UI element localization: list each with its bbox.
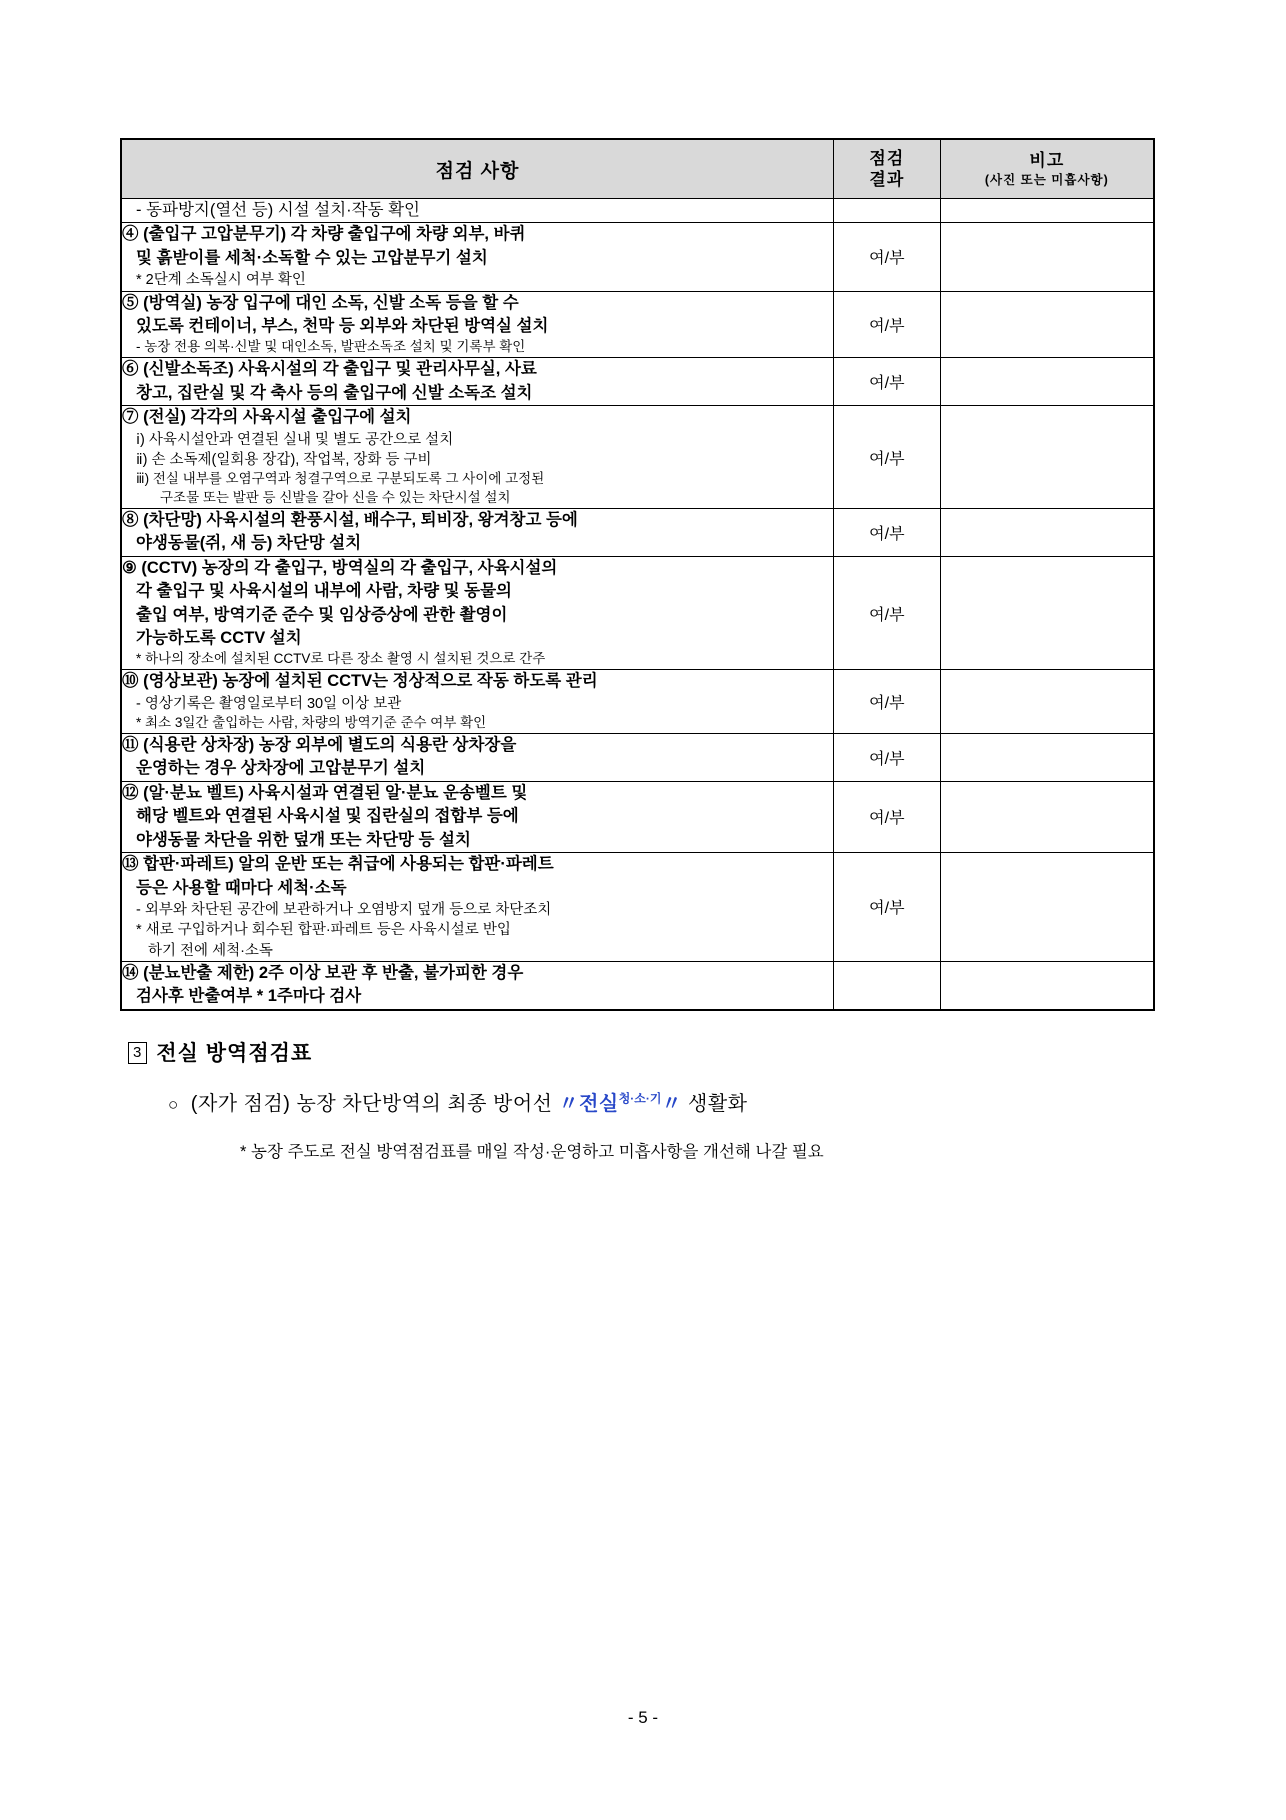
note-cell[interactable]	[940, 961, 1154, 1009]
checklist-item-line: - 외부와 차단된 공간에 보관하거나 오염방지 덮개 등으로 차단조치	[136, 901, 552, 918]
column-header-result-line2: 결과	[869, 170, 905, 189]
checklist-item-line: * 2단계 소독실시 여부 확인	[136, 272, 306, 289]
checklist-item-line: 창고, 집란실 및 각 축사 등의 출입구에 신발 소독조 설치	[136, 383, 533, 402]
note-cell[interactable]	[940, 199, 1154, 223]
checklist-item-line: ⑪ (식용란 상차장) 농장 외부에 별도의 식용란 상차장을	[122, 735, 517, 754]
checklist-item-line: * 최소 3일간 출입하는 사람, 차량의 방역기준 준수 여부 확인	[136, 715, 487, 731]
checklist-item-line: ⑧ (차단망) 사육시설의 환풍시설, 배수구, 퇴비장, 왕겨창고 등에	[122, 510, 578, 529]
section-note: * 농장 주도로 전실 방역점검표를 매일 작성·운영하고 미흡사항을 개선해 나갈 필요	[240, 1142, 824, 1161]
checklist-item-line: 야생동물 차단을 위한 덮개 또는 차단망 등 설치	[136, 830, 471, 849]
checklist-item-line: 구조물 또는 발판 등 신발을 갈아 신을 수 있는 차단시설 설치	[160, 490, 511, 506]
inspection-result-cell[interactable]: 여/부	[834, 223, 941, 291]
checklist-item-cell	[121, 961, 834, 1009]
checklist-item-line: ④ (출입구 고압분무기) 각 차량 출입구에 차량 외부, 바퀴	[122, 225, 526, 244]
note-cell[interactable]	[940, 508, 1154, 556]
checklist-item-cell	[121, 291, 834, 358]
checklist-item-line: ⑬ 합판·파레트) 알의 운반 또는 취급에 사용되는 합판·파레트	[122, 855, 554, 874]
checklist-item-cell	[121, 406, 834, 509]
checklist-item-line: 및 흙받이를 세척·소독할 수 있는 고압분무기 설치	[136, 248, 488, 267]
checklist-item-cell	[121, 199, 834, 223]
note-cell[interactable]	[940, 733, 1154, 781]
checklist-item-line: ⅱ) 손 소독제(일회용 장갑), 작업복, 장화 등 구비	[136, 451, 432, 468]
inspection-result-cell[interactable]: 여/부	[834, 406, 941, 509]
inspection-result-cell[interactable]: 여/부	[834, 853, 941, 962]
column-header-note-line1: 비고	[1029, 150, 1065, 170]
section-title	[128, 1037, 1191, 1067]
inspection-checklist-table	[120, 138, 1155, 1011]
checklist-item-line: ⑩ (영상보관) 농장에 설치된 CCTV는 정상적으로 작동 하도록 관리	[122, 672, 598, 691]
table-row	[121, 223, 1154, 291]
checklist-item-line: ⅲ) 전실 내부를 오염구역과 청결구역으로 구분되도록 그 사이에 고정된	[136, 471, 545, 487]
checklist-item-cell	[121, 781, 834, 852]
column-header-result-line1: 점검	[869, 148, 905, 168]
column-header-result	[834, 139, 941, 199]
highlight-superscript: 청·소·기	[618, 1091, 662, 1105]
note-cell[interactable]	[940, 291, 1154, 358]
note-cell[interactable]	[940, 781, 1154, 852]
inspection-result-cell[interactable]	[834, 961, 941, 1009]
table-header	[121, 139, 1154, 199]
checklist-item-line: - 동파방지(열선 등) 시설 설치·작동 확인	[136, 201, 420, 219]
checklist-item-cell	[121, 358, 834, 406]
table-row	[121, 291, 1154, 358]
table-row	[121, 781, 1154, 852]
table-row	[121, 556, 1154, 670]
page-number: - 5 -	[627, 1708, 659, 1727]
checklist-item-line: 각 출입구 및 사육시설의 내부에 사람, 차량 및 동물의	[136, 582, 512, 601]
column-header-item: 점검 사항	[121, 139, 834, 199]
checklist-item-line: 가능하도록 CCTV 설치	[136, 629, 302, 648]
table-row	[121, 961, 1154, 1009]
checklist-item-cell	[121, 508, 834, 556]
inspection-result-cell[interactable]	[834, 199, 941, 223]
table-row	[121, 853, 1154, 962]
table-row	[121, 733, 1154, 781]
checklist-item-line: 운영하는 경우 상차장에 고압분무기 설치	[136, 759, 426, 778]
checklist-item-line: ⑭ (분뇨반출 제한) 2주 이상 보관 후 반출, 불가피한 경우	[122, 963, 524, 982]
checklist-item-line: - 농장 전용 의복·신발 및 대인소독, 발판소독조 설치 및 기록부 확인	[136, 339, 526, 355]
checklist-item-line: ⑨ (CCTV) 농장의 각 출입구, 방역실의 각 출입구, 사육시설의	[122, 558, 558, 577]
inspection-result-cell[interactable]: 여/부	[834, 508, 941, 556]
inspection-result-cell[interactable]: 여/부	[834, 781, 941, 852]
inspection-result-cell[interactable]: 여/부	[834, 733, 941, 781]
table-body	[121, 199, 1154, 1010]
checklist-item-line: 하기 전에 세척·소독	[148, 942, 273, 959]
inspection-result-cell[interactable]: 여/부	[834, 670, 941, 734]
table-row	[121, 199, 1154, 223]
checklist-item-line: 있도록 컨테이너, 부스, 천막 등 외부와 차단된 방역실 설치	[136, 316, 549, 335]
checklist-item-line: ⑦ (전실) 각각의 사육시설 출입구에 설치	[122, 408, 412, 427]
bullet-marker: ○	[168, 1094, 179, 1114]
checklist-item-line: 등은 사용할 때마다 세척·소독	[136, 878, 347, 897]
highlight-term: 전실	[579, 1092, 619, 1115]
checklist-item-line: 해당 벨트와 연결된 사육시설 및 집란실의 접합부 등에	[136, 807, 519, 826]
note-cell[interactable]	[940, 406, 1154, 509]
checklist-item-line: - 영상기록은 촬영일로부터 30일 이상 보관	[136, 695, 402, 712]
checklist-item-cell	[121, 670, 834, 734]
checklist-item-line: * 하나의 장소에 설치된 CCTV로 다른 장소 촬영 시 설치된 것으로 간주	[136, 651, 546, 667]
checklist-item-line: ⑤ (방역실) 농장 입구에 대인 소독, 신발 소독 등을 할 수	[122, 293, 519, 312]
table-row	[121, 508, 1154, 556]
checklist-item-cell	[121, 223, 834, 291]
section-block	[128, 1037, 1191, 1162]
section-number: 3	[128, 1042, 147, 1064]
checklist-item-cell	[121, 556, 834, 670]
checklist-item-cell	[121, 853, 834, 962]
table-row	[121, 358, 1154, 406]
checklist-item-line: ⑥ (신발소독조) 사육시설의 각 출입구 및 관리사무실, 사료	[122, 360, 537, 379]
note-cell[interactable]	[940, 853, 1154, 962]
checklist-item-cell	[121, 733, 834, 781]
section-title-text: 전실 방역점검표	[156, 1041, 313, 1065]
quote-open: 〃	[558, 1092, 580, 1115]
checklist-item-line: 검사후 반출여부 * 1주마다 검사	[136, 987, 362, 1006]
checklist-item-line: 야생동물(쥐, 새 등) 차단망 설치	[136, 534, 362, 553]
section-bullet-line	[168, 1087, 1191, 1116]
inspection-result-cell[interactable]: 여/부	[834, 358, 941, 406]
column-header-note-line2: (사진 또는 미흡사항)	[984, 172, 1109, 187]
inspection-result-cell[interactable]: 여/부	[834, 556, 941, 670]
checklist-item-line: ⑫ (알·분뇨 벨트) 사육시설과 연결된 알·분뇨 운송벨트 및	[122, 783, 528, 802]
note-cell[interactable]	[940, 358, 1154, 406]
bullet-prefix-text: (자가 점검) 농장 차단방역의 최종 방어선	[190, 1092, 559, 1115]
checklist-item-line: 출입 여부, 방역기준 준수 및 임상증상에 관한 촬영이	[136, 605, 508, 624]
note-cell[interactable]	[940, 556, 1154, 670]
checklist-item-line: * 새로 구입하거나 회수된 합판·파레트 등은 사육시설로 반입	[136, 922, 511, 939]
inspection-result-cell[interactable]: 여/부	[834, 291, 941, 358]
note-cell[interactable]	[940, 670, 1154, 734]
table-row	[121, 670, 1154, 734]
checklist-item-line: ⅰ) 사육시설안과 연결된 실내 및 별도 공간으로 설치	[136, 431, 454, 448]
table-row	[121, 406, 1154, 509]
note-cell[interactable]	[940, 223, 1154, 291]
table-header-row	[121, 139, 1154, 199]
column-header-note	[940, 139, 1154, 199]
bullet-suffix-text: 생활화	[681, 1092, 748, 1115]
quote-close: 〃	[661, 1092, 682, 1115]
